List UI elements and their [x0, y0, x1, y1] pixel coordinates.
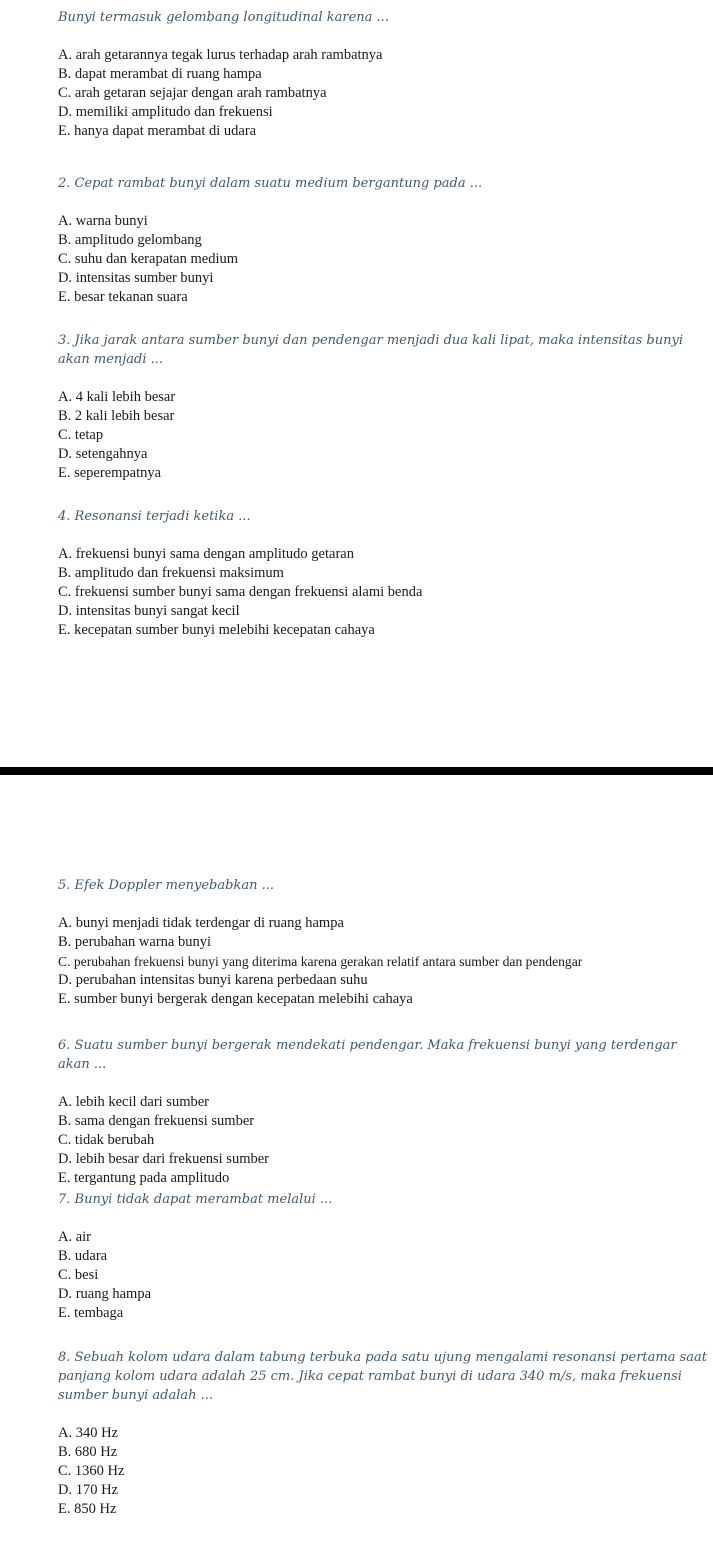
option-e: E. besar tekanan suara	[58, 289, 188, 305]
option-b: B. 680 Hz	[58, 1444, 118, 1460]
option-e: E. kecepatan sumber bunyi melebihi kecepatan cahaya	[58, 622, 375, 638]
option-c: C. frekuensi sumber bunyi sama dengan frekuensi alami benda	[58, 584, 423, 600]
option-a: A. frekuensi bunyi sama dengan amplitudo getaran	[58, 546, 354, 562]
option-d: D. ruang hampa	[58, 1286, 152, 1302]
options-list	[58, 914, 708, 1009]
option-e: E. 850 Hz	[58, 1501, 117, 1517]
option-b: B. dapat merambat di ruang hampa	[58, 66, 262, 82]
options-list	[58, 545, 708, 640]
option-a: A. 4 kali lebih besar	[58, 389, 176, 405]
option-d: D. perubahan intensitas bunyi karena perbedaan suhu	[58, 972, 368, 988]
option-d: D. setengahnya	[58, 446, 148, 462]
question-3	[58, 331, 708, 483]
option-b: B. amplitudo gelombang	[58, 232, 202, 248]
question-text: 4. Resonansi terjadi ketika ...	[58, 509, 251, 524]
page-divider	[0, 767, 713, 775]
option-d: D. memiliki amplitudo dan frekuensi	[58, 104, 273, 120]
option-b: B. sama dengan frekuensi sumber	[58, 1113, 255, 1129]
option-c: C. perubahan frekuensi bunyi yang diterima karena gerakan relatif antara sumber dan pendengar	[58, 954, 583, 969]
option-e: E. hanya dapat merambat di udara	[58, 123, 257, 139]
options-list	[58, 212, 708, 307]
option-b: B. udara	[58, 1248, 108, 1264]
options-list	[58, 1093, 708, 1188]
options-list	[58, 388, 708, 483]
question-text: 7. Bunyi tidak dapat merambat melalui ...	[58, 1192, 333, 1207]
question-5	[58, 876, 708, 1009]
option-a: A. lebih kecil dari sumber	[58, 1094, 209, 1110]
option-e: E. seperempatnya	[58, 465, 162, 481]
option-c: C. 1360 Hz	[58, 1463, 125, 1479]
option-a: A. warna bunyi	[58, 213, 148, 229]
question-1	[58, 8, 708, 141]
option-e: E. tembaga	[58, 1305, 124, 1321]
question-8	[58, 1348, 708, 1519]
question-text: Bunyi termasuk gelombang longitudinal karena ...	[58, 10, 389, 25]
option-c: C. arah getaran sejajar dengan arah rambatnya	[58, 85, 327, 101]
question-text: 6. Suatu sumber bunyi bergerak mendekati pendengar. Maka frekuensi bunyi yang terdengar akan ...	[58, 1038, 677, 1072]
option-e: E. sumber bunyi bergerak dengan kecepatan melebihi cahaya	[58, 991, 413, 1007]
question-7	[58, 1190, 708, 1323]
option-c: C. besi	[58, 1267, 99, 1283]
question-2	[58, 174, 708, 307]
option-a: A. 340 Hz	[58, 1425, 119, 1441]
option-b: B. amplitudo dan frekuensi maksimum	[58, 565, 284, 581]
option-c: C. suhu dan kerapatan medium	[58, 251, 238, 267]
option-d: D. intensitas sumber bunyi	[58, 270, 214, 286]
option-a: A. bunyi menjadi tidak terdengar di ruang hampa	[58, 915, 344, 931]
option-d: D. 170 Hz	[58, 1482, 119, 1498]
question-text: 8. Sebuah kolom udara dalam tabung terbuka pada satu ujung mengalami resonansi pertama saat panjang kolom udara adalah 25 cm. Jika cepat rambat bunyi di udara 340 m/s, maka frekuensi sumber bunyi adalah ...	[58, 1350, 707, 1403]
question-6	[58, 1036, 708, 1188]
option-d: D. lebih besar dari frekuensi sumber	[58, 1151, 269, 1167]
question-4	[58, 507, 708, 640]
option-c: C. tetap	[58, 427, 104, 443]
options-list	[58, 1424, 708, 1519]
option-a: A. air	[58, 1229, 92, 1245]
option-e: E. tergantung pada amplitudo	[58, 1170, 230, 1186]
options-list	[58, 1228, 708, 1323]
options-list	[58, 46, 708, 141]
option-a: A. arah getarannya tegak lurus terhadap arah rambatnya	[58, 47, 383, 63]
option-b: B. 2 kali lebih besar	[58, 408, 175, 424]
option-c: C. tidak berubah	[58, 1132, 155, 1148]
option-d: D. intensitas bunyi sangat kecil	[58, 603, 240, 619]
question-text: 2. Cepat rambat bunyi dalam suatu medium bergantung pada ...	[58, 176, 483, 191]
question-text: 5. Efek Doppler menyebabkan ...	[58, 878, 274, 893]
option-b: B. perubahan warna bunyi	[58, 934, 212, 950]
question-text: 3. Jika jarak antara sumber bunyi dan pendengar menjadi dua kali lipat, maka intensitas bunyi akan menjadi ...	[58, 333, 683, 367]
